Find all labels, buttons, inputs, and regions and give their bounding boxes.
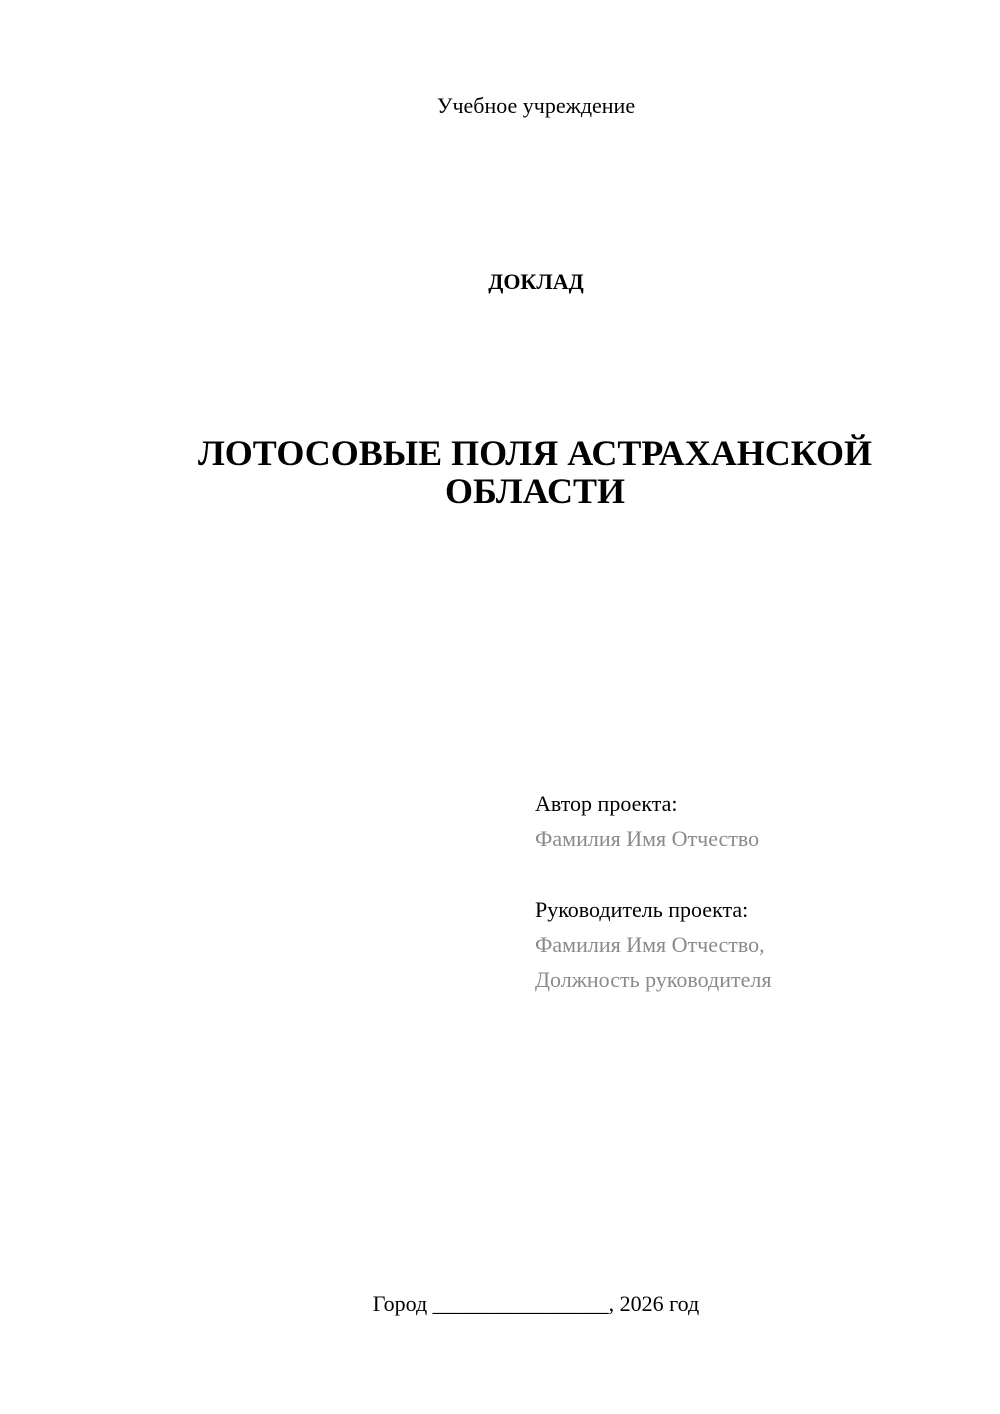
document-title xyxy=(120,434,950,510)
author-label: Автор проекта: xyxy=(535,791,678,816)
author-name: Фамилия Имя Отчество xyxy=(535,826,760,851)
institution-name: Учебное учреждение xyxy=(436,93,636,118)
city-year-footer: Город ________________, 2026 год xyxy=(372,1291,700,1316)
supervisor-name: Фамилия Имя Отчество, xyxy=(535,932,765,957)
document-title-line-2: ОБЛАСТИ xyxy=(445,471,625,511)
document-type: ДОКЛАД xyxy=(488,269,584,294)
supervisor-position: Должность руководителя xyxy=(535,967,772,992)
supervisor-label: Руководитель проекта: xyxy=(535,897,749,922)
info-spacer xyxy=(535,856,975,892)
document-title-line-1: ЛОТОСОВЫЕ ПОЛЯ АСТРАХАНСКОЙ xyxy=(197,433,872,473)
project-info-block xyxy=(535,786,975,997)
